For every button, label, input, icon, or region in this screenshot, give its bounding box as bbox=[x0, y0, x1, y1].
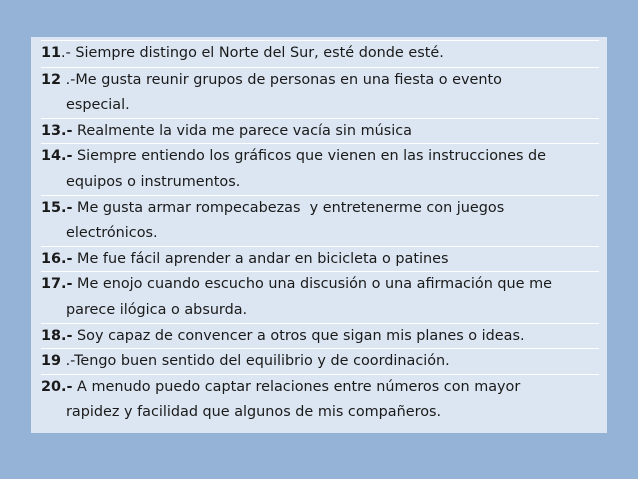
list-item bbox=[41, 40, 599, 67]
item-text: A menudo puedo captar relaciones entre números con mayor bbox=[77, 378, 521, 395]
item-text: Realmente la vida me parece vacía sin música bbox=[77, 122, 412, 139]
item-text: rapidez y facilidad que algunos de mis compañeros. bbox=[66, 404, 442, 421]
list-item-continuation bbox=[41, 170, 599, 195]
list-item bbox=[41, 119, 599, 144]
item-number: 19 bbox=[41, 353, 62, 370]
list-item-continuation bbox=[41, 221, 599, 246]
list-item bbox=[41, 247, 599, 272]
item-text: Me fue fácil aprender a andar en bicicleta o patines bbox=[77, 250, 449, 267]
item-number: 16.- bbox=[41, 250, 73, 267]
item-number: 13.- bbox=[41, 122, 73, 139]
item-text: especial. bbox=[66, 97, 130, 114]
list-item bbox=[41, 375, 599, 401]
list-item bbox=[41, 324, 599, 349]
item-text: Me gusta reunir grupos de personas en una fiesta o evento bbox=[75, 71, 502, 88]
item-number: 14.- bbox=[41, 148, 73, 165]
item-number: 18.- bbox=[41, 327, 73, 344]
item-text: Siempre entiendo los gráficos que vienen en las instrucciones de bbox=[77, 148, 547, 165]
item-text: equipos o instrumentos. bbox=[66, 173, 241, 190]
item-separator: .- bbox=[61, 353, 75, 370]
list-item bbox=[41, 68, 599, 94]
item-separator: .- bbox=[61, 71, 76, 88]
list-item bbox=[41, 272, 599, 298]
item-text: Soy capaz de convencer a otros que sigan mis planes o ideas. bbox=[77, 327, 525, 344]
item-separator: .- bbox=[61, 45, 76, 61]
item-number: 15.- bbox=[41, 199, 73, 216]
list-item-continuation bbox=[41, 93, 599, 118]
item-text: Me enojo cuando escucho una discusión o una afirmación que me bbox=[77, 276, 552, 293]
item-text: Siempre distingo el Norte del Sur, esté donde esté. bbox=[75, 45, 444, 61]
list-item bbox=[41, 349, 599, 374]
item-text: electrónicos. bbox=[66, 225, 158, 242]
item-number: 11 bbox=[41, 45, 62, 61]
list-item-continuation bbox=[41, 400, 599, 425]
list-item bbox=[41, 144, 599, 170]
item-text: parece ilógica o absurda. bbox=[66, 301, 248, 318]
item-number: 20.- bbox=[41, 378, 73, 395]
item-text: Tengo buen sentido del equilibrio y de coordinación. bbox=[74, 353, 450, 370]
item-number: 12 bbox=[41, 71, 62, 88]
item-text: Me gusta armar rompecabezas y entretenerme con juegos bbox=[77, 199, 505, 216]
list-item bbox=[41, 196, 599, 222]
questionnaire-panel bbox=[31, 37, 607, 433]
item-number: 17.- bbox=[41, 276, 73, 293]
list-item-continuation bbox=[41, 298, 599, 323]
